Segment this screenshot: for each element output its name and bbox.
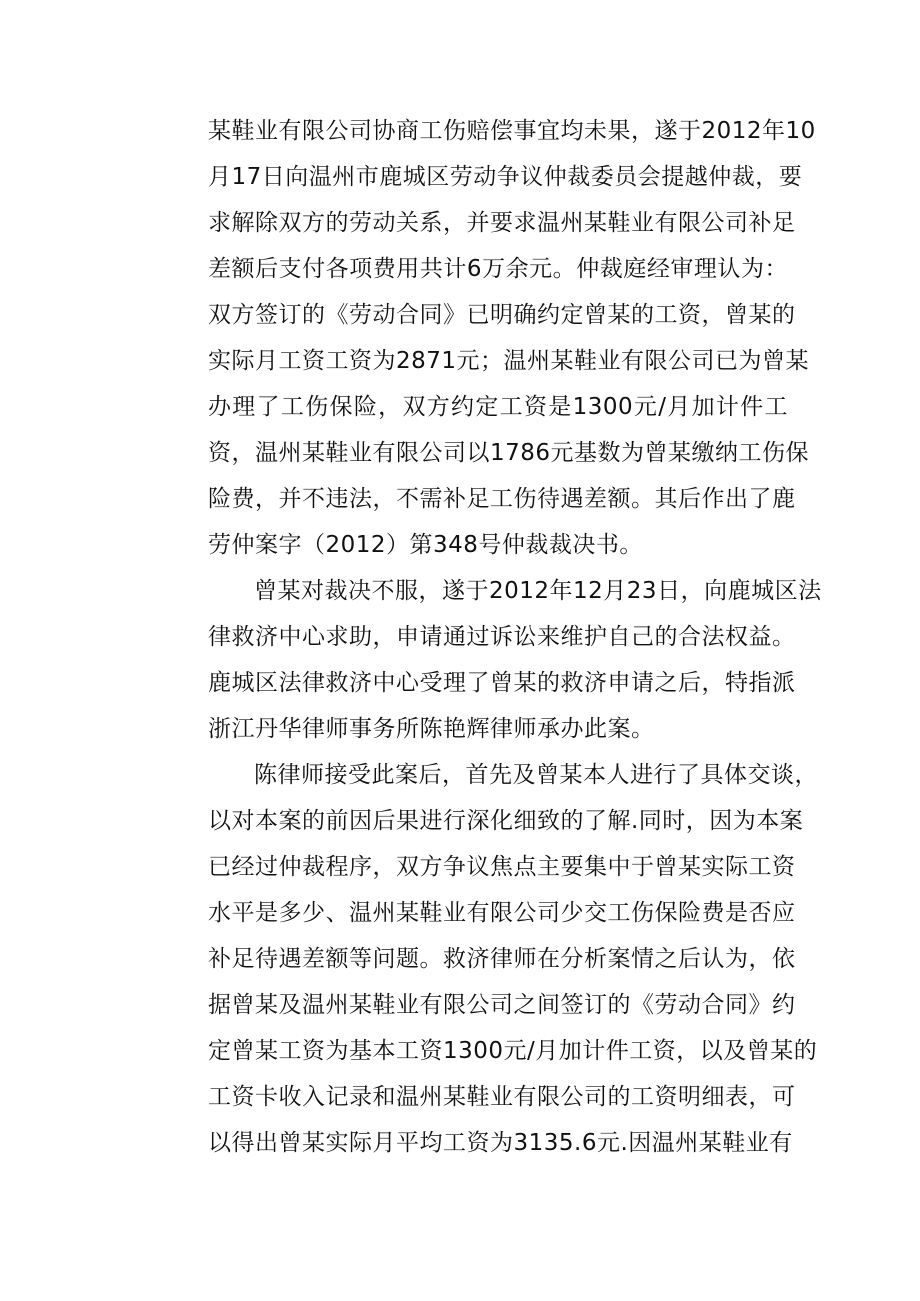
- text-line: 资，温州某鞋业有限公司以1786元基数为曾某缴纳工伤保: [208, 440, 810, 466]
- text-line: 据曾某及温州某鞋业有限公司之间签订的《劳动合同》约: [208, 992, 796, 1018]
- paragraph-3: [208, 752, 818, 1166]
- text-line: 补足待遇差额等问题。救济律师在分析案情之后认为，依: [208, 946, 796, 972]
- text-line: 以得出曾某实际月平均工资为3135.6元.因温州某鞋业有: [208, 1130, 793, 1156]
- text-line: 劳仲案字（2012）第348号仲裁裁决书。: [208, 532, 643, 558]
- text-line: 求解除双方的劳动关系，并要求温州某鞋业有限公司补足: [208, 210, 796, 236]
- text-line: 鹿城区法律救济中心受理了曾某的救济申请之后，特指派: [208, 670, 796, 696]
- text-line: 工资卡收入记录和温州某鞋业有限公司的工资明细表，可: [208, 1084, 796, 1110]
- text-line: 办理了工伤保险，双方约定工资是1300元/月加计件工: [208, 394, 788, 420]
- text-line: 险费，并不违法，不需补足工伤待遇差额。其后作出了鹿: [208, 486, 796, 512]
- text-line: 律救济中心求助，申请通过诉讼来维护自己的合法权益。: [208, 624, 796, 650]
- text-line: 陈律师接受此案后，首先及曾某本人进行了具体交谈，: [254, 762, 818, 788]
- text-line: 月17日向温州市鹿城区劳动争议仲裁委员会提越仲裁，要: [208, 164, 803, 190]
- text-line: 水平是多少、温州某鞋业有限公司少交工伤保险费是否应: [208, 900, 796, 926]
- text-line: 差额后支付各项费用共计6万余元。仲裁庭经审理认为：: [208, 256, 788, 282]
- document-body: [208, 108, 822, 1166]
- text-line: 以对本案的前因后果进行深化细致的了解.同时，因为本案: [208, 808, 804, 834]
- text-line: 某鞋业有限公司协商工伤赔偿事宜均未果，遂于2012年10: [208, 118, 816, 144]
- paragraph-2: [208, 568, 822, 752]
- text-line: 双方签订的《劳动合同》已明确约定曾某的工资，曾某的: [208, 302, 796, 328]
- text-line: 曾某对裁决不服，遂于2012年12月23日，向鹿城区法: [254, 578, 822, 604]
- text-line: 定曾某工资为基本工资1300元/月加计件工资，以及曾某的: [208, 1038, 818, 1064]
- text-line: 已经过仲裁程序，双方争议焦点主要集中于曾某实际工资: [208, 854, 796, 880]
- text-line: 实际月工资工资为2871元；温州某鞋业有限公司已为曾某: [208, 348, 810, 374]
- text-line: 浙江丹华律师事务所陈艳辉律师承办此案。: [208, 716, 655, 742]
- paragraph-1: [208, 108, 816, 568]
